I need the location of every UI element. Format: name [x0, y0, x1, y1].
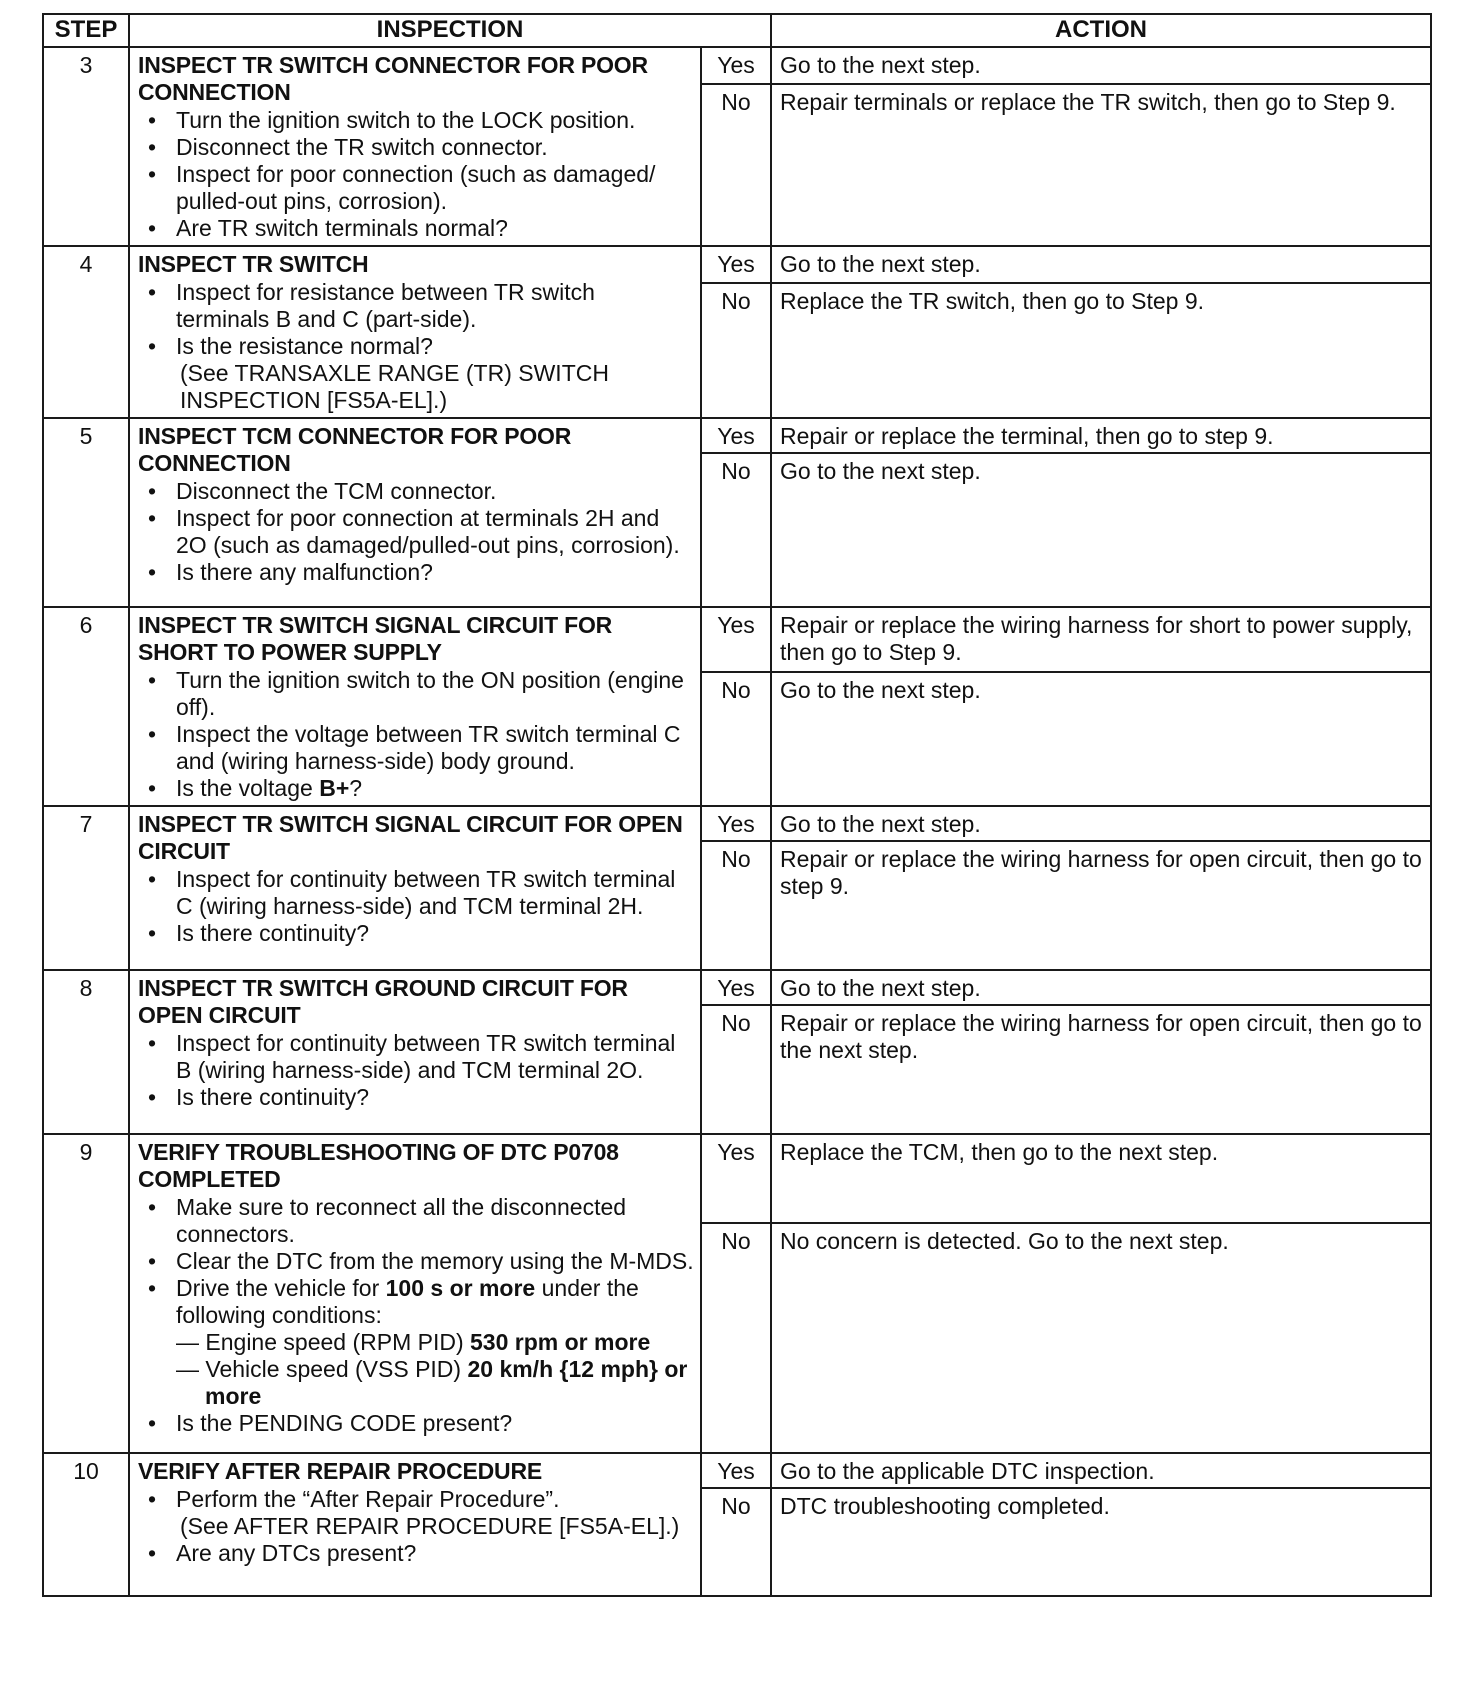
inspection-list — [138, 1486, 694, 1567]
table-row — [43, 607, 1431, 672]
yes-label: Yes — [701, 246, 771, 283]
yes-label: Yes — [701, 418, 771, 453]
list-item: • Make sure to reconnect all the disconnected connectors. — [138, 1194, 694, 1248]
inspection-cell — [129, 1134, 701, 1453]
inspection-cell — [129, 246, 701, 418]
list-item: • Disconnect the TR switch connector. — [138, 134, 694, 161]
step-number: 3 — [43, 47, 129, 246]
inspection-title: INSPECT TCM CONNECTOR FOR POOR CONNECTION — [138, 423, 572, 476]
inspection-title: INSPECT TR SWITCH SIGNAL CIRCUIT FOR OPEN CIRCUIT — [138, 811, 683, 864]
step-number: 6 — [43, 607, 129, 806]
inspection-title: INSPECT TR SWITCH GROUND CIRCUIT FOR OPEN CIRCUIT — [138, 975, 628, 1028]
inspection-title: INSPECT TR SWITCH SIGNAL CIRCUIT FOR SHORT TO POWER SUPPLY — [138, 612, 613, 665]
yes-action: Replace the TCM, then go to the next step. — [771, 1134, 1431, 1223]
list-item: • Inspect for poor connection at terminals 2H and 2O (such as damaged/pulled-out pins, corrosion). — [138, 505, 694, 559]
yes-action: Go to the next step. — [771, 246, 1431, 283]
list-item: • Inspect the voltage between TR switch terminal C and (wiring harness-side) body ground. — [138, 721, 694, 775]
condition-item — [138, 1356, 694, 1410]
inspection-title: INSPECT TR SWITCH — [138, 251, 369, 277]
list-item: • Perform the “After Repair Procedure”. — [138, 1486, 694, 1513]
list-item: • Is there continuity? — [138, 920, 694, 947]
list-item-text: Is the voltage — [176, 775, 313, 801]
list-item-note: (See TRANSAXLE RANGE (TR) SWITCH INSPECTION [FS5A-EL].) — [180, 360, 609, 413]
inspection-title: INSPECT TR SWITCH CONNECTOR FOR POOR CONNECTION — [138, 52, 648, 105]
condition-label: — Vehicle speed (VSS PID) — [176, 1356, 462, 1382]
voltage-value: B+ — [319, 775, 350, 801]
inspection-header: INSPECTION — [129, 14, 771, 47]
inspection-list — [138, 667, 694, 802]
yes-label: Yes — [701, 47, 771, 84]
condition-value: 20 km/h {12 mph} or more — [205, 1356, 688, 1409]
header-row — [43, 14, 1431, 47]
list-item-text: Drive the vehicle for — [176, 1275, 380, 1301]
no-action: Repair or replace the wiring harness for open circuit, then go to the next step. — [771, 1005, 1431, 1134]
list-item: • Is there continuity? — [138, 1084, 694, 1111]
no-action: DTC troubleshooting completed. — [771, 1488, 1431, 1596]
condition-item — [138, 1329, 694, 1356]
list-item-text: under the following conditions: — [176, 1275, 639, 1328]
no-action: No concern is detected. Go to the next step. — [771, 1223, 1431, 1453]
list-item: • Are any DTCs present? — [138, 1540, 694, 1567]
table-row — [43, 806, 1431, 841]
yes-label: Yes — [701, 970, 771, 1005]
yes-label: Yes — [701, 607, 771, 672]
list-item-text: ? — [349, 775, 363, 801]
inspection-title: VERIFY AFTER REPAIR PROCEDURE — [138, 1458, 542, 1484]
step-number: 7 — [43, 806, 129, 970]
no-action: Go to the next step. — [771, 453, 1431, 607]
yes-label: Yes — [701, 1453, 771, 1488]
step-header: STEP — [43, 14, 129, 47]
table-row — [43, 418, 1431, 453]
table-row — [43, 246, 1431, 283]
list-item: • Is there any malfunction? — [138, 559, 694, 586]
no-label: No — [701, 283, 771, 418]
no-label: No — [701, 841, 771, 970]
no-action: Go to the next step. — [771, 672, 1431, 806]
list-item: • Turn the ignition switch to the LOCK position. — [138, 107, 694, 134]
list-item: • Are TR switch terminals normal? — [138, 215, 694, 242]
list-item: • Turn the ignition switch to the ON position (engine off). — [138, 667, 694, 721]
list-item-note: (See AFTER REPAIR PROCEDURE [FS5A-EL].) — [180, 1513, 680, 1539]
inspection-cell — [129, 607, 701, 806]
list-item: • Disconnect the TCM connector. — [138, 478, 694, 505]
list-item: • Clear the DTC from the memory using the M-MDS. — [138, 1248, 694, 1275]
list-item: • Is the PENDING CODE present? — [138, 1410, 694, 1437]
condition-value: 530 rpm or more — [470, 1329, 651, 1355]
step-number: 10 — [43, 1453, 129, 1596]
no-action: Replace the TR switch, then go to Step 9. — [771, 283, 1431, 418]
table-row — [43, 1134, 1431, 1223]
yes-action: Go to the next step. — [771, 970, 1431, 1005]
no-action: Repair or replace the wiring harness for open circuit, then go to step 9. — [771, 841, 1431, 970]
yes-action: Go to the next step. — [771, 806, 1431, 841]
yes-label: Yes — [701, 1134, 771, 1223]
table-row — [43, 47, 1431, 84]
inspection-list — [138, 279, 694, 414]
list-item — [138, 775, 694, 802]
action-header: ACTION — [771, 14, 1431, 47]
step-number: 8 — [43, 970, 129, 1134]
inspection-list — [138, 107, 694, 242]
no-label: No — [701, 84, 771, 246]
inspection-list — [138, 1194, 694, 1437]
list-item: • Inspect for continuity between TR switch terminal B (wiring harness-side) and TCM terminal 2O. — [138, 1030, 694, 1084]
duration-value: 100 s or more — [385, 1275, 536, 1301]
condition-label: — Engine speed (RPM PID) — [176, 1329, 464, 1355]
inspection-list — [138, 478, 694, 586]
inspection-cell — [129, 806, 701, 970]
step-number: 4 — [43, 246, 129, 418]
yes-action: Go to the applicable DTC inspection. — [771, 1453, 1431, 1488]
list-item: • Inspect for resistance between TR switch terminals B and C (part-side). — [138, 279, 694, 333]
inspection-cell — [129, 47, 701, 246]
table-row — [43, 970, 1431, 1005]
yes-action: Repair or replace the terminal, then go to step 9. — [771, 418, 1431, 453]
yes-label: Yes — [701, 806, 771, 841]
inspection-title: VERIFY TROUBLESHOOTING OF DTC P0708 COMPLETED — [138, 1139, 619, 1192]
inspection-cell — [129, 970, 701, 1134]
no-label: No — [701, 672, 771, 806]
list-item: • Inspect for continuity between TR switch terminal C (wiring harness-side) and TCM terminal 2H. — [138, 866, 694, 920]
list-item: • Is the resistance normal? — [138, 333, 694, 360]
no-label: No — [701, 1223, 771, 1453]
inspection-list — [138, 1030, 694, 1111]
step-number: 9 — [43, 1134, 129, 1453]
no-label: No — [701, 453, 771, 607]
step-number: 5 — [43, 418, 129, 607]
no-label: No — [701, 1005, 771, 1134]
list-item: • Inspect for poor connection (such as damaged/ pulled-out pins, corrosion). — [138, 161, 694, 215]
inspection-cell — [129, 1453, 701, 1596]
yes-action: Repair or replace the wiring harness for short to power supply, then go to Step 9. — [771, 607, 1431, 672]
inspection-list — [138, 866, 694, 947]
inspection-cell — [129, 418, 701, 607]
list-item — [138, 1275, 694, 1329]
no-action: Repair terminals or replace the TR switch, then go to Step 9. — [771, 84, 1431, 246]
troubleshooting-table-page — [42, 13, 1430, 1597]
troubleshooting-table — [42, 13, 1432, 1597]
no-label: No — [701, 1488, 771, 1596]
yes-action: Go to the next step. — [771, 47, 1431, 84]
table-row — [43, 1453, 1431, 1488]
